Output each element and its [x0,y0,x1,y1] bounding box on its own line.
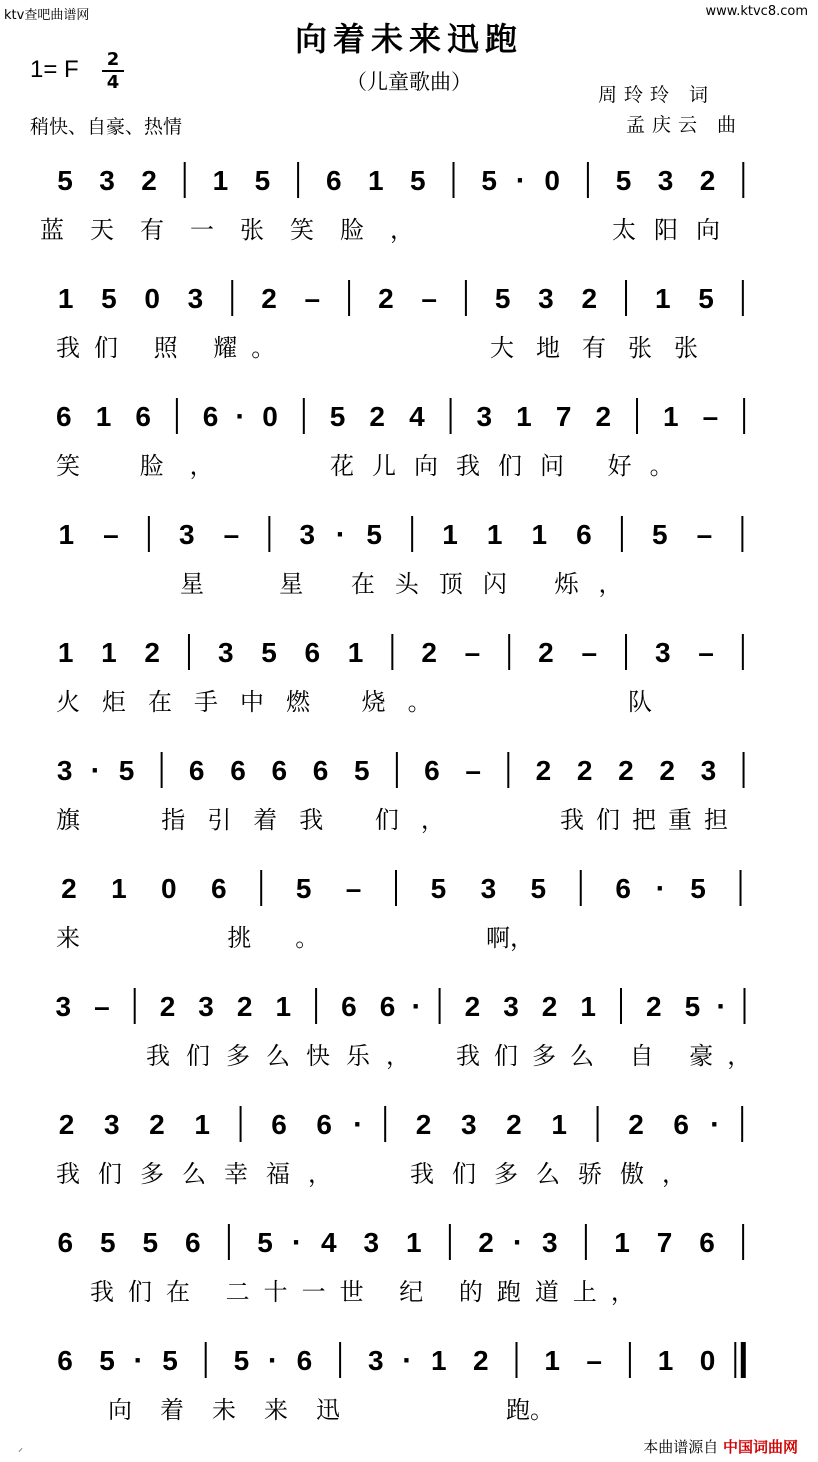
footer-site: 中国词曲网 [722,1438,798,1456]
note-digit: 0 [144,283,160,314]
watermark-left: ktv查吧曲谱网 [4,8,90,23]
notation-line [0,268,818,328]
lyric-line: 我们多么骄傲， [410,1160,704,1188]
note-digit: 1 [101,637,117,668]
note-digit: 5 [99,1345,115,1376]
extension-dash: – [586,1345,602,1376]
note-digit: 1 [58,519,75,550]
note-digit: 5 [118,755,135,786]
note-digit: 6 [326,165,342,196]
note-digit: 6 [57,1227,74,1258]
note-digit: 1 [194,1109,210,1140]
note-digit: 1 [655,283,671,314]
note-digit: 2 [506,1109,522,1140]
note-digit: 1 [551,1109,567,1140]
note-digit: 6 [135,401,151,432]
note-digit: 2 [378,283,394,314]
note-digit: 3 [179,519,195,550]
note-digit: 3 [99,165,115,196]
lyric-line: 旗 指引着我 们， [56,806,467,834]
note-digit: 6 [673,1109,689,1140]
note-digit: 5 [690,873,706,904]
time-signature-bottom: 4 [106,72,120,93]
note-digit: 2 [541,991,558,1022]
note-digit: 5 [481,165,497,196]
note-digit: 3 [368,1345,384,1376]
notation-line [0,1330,818,1390]
extension-dash: – [698,637,714,668]
augmentation-dot: · [90,754,101,787]
extension-dash: – [464,637,481,668]
lyricist-credit: 周玲玲 词 [598,84,716,106]
footer-source [643,1436,798,1457]
note-digit: 3 [187,283,204,314]
notation-line [0,150,818,210]
note-digit: 2 [628,1109,644,1140]
notation-line [0,858,818,918]
note-digit: 5 [295,873,312,904]
note-digit: 6 [341,991,357,1022]
note-digit: 2 [159,991,176,1022]
note-digit: 1 [657,1345,674,1376]
note-digit: 1 [405,1227,422,1258]
watermark-right: www.ktvc8.com [705,4,808,19]
note-digit: 6 [379,991,396,1022]
note-digit: 2 [618,755,634,786]
note-digit: 1 [111,873,127,904]
extension-dash: – [702,401,719,432]
augmentation-dot: · [335,518,346,551]
note-digit: 0 [161,873,177,904]
note-digit: 5 [99,1227,116,1258]
note-digit: 5 [615,165,632,196]
note-digit: 1 [95,401,112,432]
augmentation-dot: · [133,1344,144,1377]
augmentation-dot: · [267,1344,278,1377]
note-digit: 3 [503,991,519,1022]
note-digit: 6 [56,401,72,432]
score-system-8 [0,976,818,1106]
lyric-line: 我们 照 耀。 [56,334,290,362]
notation-line [0,1094,818,1154]
augmentation-dot: · [655,872,666,905]
lyric-line: 队 [628,688,652,716]
score-system-2 [0,268,818,398]
note-digit: 3 [299,519,316,550]
extension-dash: – [223,519,240,550]
note-digit: 6 [210,873,227,904]
extension-dash: – [581,637,598,668]
note-digit: 1 [57,283,74,314]
notation-line [0,976,818,1036]
note-digit: 5 [652,519,668,550]
composer-credit: 孟庆云 曲 [626,114,744,136]
note-digit: 6 [312,755,329,786]
note-digit: 2 [61,873,77,904]
extension-dash: – [94,991,110,1022]
key-signature: 1= F [30,56,79,83]
note-digit: 6 [57,1345,73,1376]
lyric-line: 大地有张张 [490,334,720,362]
lyric-line: 我们把重担 [560,806,740,834]
note-digit: 3 [460,1109,477,1140]
score-system-1 [0,150,818,280]
extension-dash: – [103,519,119,550]
song-subtitle: （儿童歌曲） [346,70,472,94]
score-system-9 [0,1094,818,1224]
note-digit: 2 [595,401,612,432]
note-digit: 5 [101,283,117,314]
lyric-line: 火炬在手中燃 烧。 [56,688,454,716]
score-system-7 [0,858,818,988]
note-digit: 5 [698,283,714,314]
note-digit: 1 [347,637,364,668]
score-system-4 [0,504,818,634]
note-digit: 5 [684,991,701,1022]
extension-dash: – [465,755,482,786]
note-digit: 3 [655,637,671,668]
augmentation-dot: · [512,1226,523,1259]
note-digit: 0 [262,401,278,432]
note-digit: 1 [57,637,74,668]
note-digit: 3 [55,991,72,1022]
note-digit: 1 [212,165,229,196]
note-digit: 6 [184,1227,201,1258]
note-digit: 2 [415,1109,432,1140]
note-digit: 2 [149,1109,165,1140]
note-digit: 2 [581,283,598,314]
tempo-marking: 稍快、自豪、热情 [30,116,183,138]
note-digit: 2 [659,755,675,786]
note-digit: 2 [699,165,716,196]
note-digit: 2 [464,991,481,1022]
note-digit: 5 [257,1227,273,1258]
note-digit: 5 [329,401,346,432]
lyric-line: 我们多么快乐， [146,1042,426,1070]
note-digit: 2 [576,755,593,786]
note-digit: 5 [410,165,426,196]
note-digit: 2 [236,991,253,1022]
note-digit: 5 [261,637,277,668]
note-digit: 1 [614,1227,630,1258]
note-digit: 3 [103,1109,120,1140]
extension-dash: – [345,873,362,904]
augmentation-dot: · [402,1344,413,1377]
notation-line [0,622,818,682]
note-digit: 5 [494,283,511,314]
note-digit: 6 [271,1109,287,1140]
augmentation-dot: · [353,1108,364,1141]
lyric-line: 我们多么 自 豪， [456,1042,766,1070]
note-digit: 6 [576,519,592,550]
note-digit: 3 [198,991,214,1022]
score-system-6 [0,740,818,870]
score-system-5 [0,622,818,752]
lyric-line: 我们多么幸福， [56,1160,350,1188]
note-digit: 5 [233,1345,250,1376]
note-digit: 6 [296,1345,313,1376]
score-system-10 [0,1212,818,1342]
notation-line [0,740,818,800]
note-digit: 1 [431,1345,447,1376]
footer-prefix: 本曲谱源自 [643,1438,719,1456]
note-digit: 3 [700,755,717,786]
note-digit: 7 [555,401,572,432]
time-signature [100,50,126,92]
notation-line [0,1212,818,1272]
note-digit: 2 [141,165,157,196]
note-digit: 5 [57,165,73,196]
note-digit: 2 [58,1109,75,1140]
note-digit: 1 [580,991,596,1022]
lyric-line: 太阳向 [612,216,738,244]
note-digit: 2 [538,637,554,668]
note-digit: 6 [699,1227,715,1258]
note-digit: 1 [516,401,532,432]
score-system-3 [0,386,818,516]
note-digit: 1 [442,519,458,550]
note-digit: 3 [217,637,234,668]
lyric-line: 跑。 [506,1396,554,1424]
augmentation-dot: · [291,1226,302,1259]
lyric-line: 星 星 在头顶闪 烁， [180,570,643,598]
note-digit: 2 [478,1227,494,1258]
note-digit: 2 [421,637,437,668]
note-digit: 5 [254,165,271,196]
extension-dash: – [696,519,713,550]
note-digit: 1 [544,1345,560,1376]
note-digit: 5 [354,755,370,786]
note-digit: 6 [424,755,440,786]
note-digit: 2 [369,401,385,432]
augmentation-dot: · [710,1108,721,1141]
notation-line [0,386,818,446]
note-digit: 7 [656,1227,673,1258]
augmentation-dot: · [235,400,246,433]
note-digit: 6 [230,755,246,786]
note-digit: 5 [430,873,447,904]
note-digit: 0 [699,1345,716,1376]
note-digit: 2 [646,991,662,1022]
lyric-line: 向着未来迅 [108,1396,368,1424]
augmentation-dot: · [515,164,526,197]
lyric-line: 来 挑。 [56,924,364,952]
note-digit: 3 [363,1227,380,1258]
note-digit: 6 [316,1109,332,1140]
lyric-line: 花儿向我们问 好。 [330,452,692,480]
augmentation-dot: · [411,990,422,1023]
note-digit: 2 [473,1345,489,1376]
note-digit: 1 [486,519,503,550]
extension-dash: – [304,283,321,314]
note-digit: 6 [304,637,321,668]
corner-mark: ⸝ [18,1443,23,1454]
note-digit: 1 [662,401,679,432]
note-digit: 6 [202,401,219,432]
note-digit: 3 [538,283,554,314]
note-digit: 5 [366,519,383,550]
lyric-line: 蓝天有一张笑脸， [40,216,440,244]
note-digit: 0 [544,165,560,196]
note-digit: 4 [320,1227,337,1258]
note-digit: 1 [275,991,292,1022]
augmentation-dot: · [716,990,727,1023]
time-signature-top: 2 [106,49,120,70]
note-digit: 3 [476,401,493,432]
note-digit: 1 [368,165,384,196]
note-digit: 4 [409,401,425,432]
note-digit: 3 [56,755,73,786]
note-digit: 3 [541,1227,558,1258]
song-title: 向着未来迅跑 [294,20,523,58]
note-digit: 6 [271,755,288,786]
note-digit: 5 [530,873,547,904]
note-digit: 1 [531,519,548,550]
note-digit: 6 [615,873,631,904]
note-digit: 2 [144,637,160,668]
notation-line [0,504,818,564]
lyric-line: 啊， [486,924,534,952]
note-digit: 2 [535,755,552,786]
note-digit: 5 [162,1345,178,1376]
note-digit: 5 [142,1227,159,1258]
note-digit: 2 [261,283,277,314]
note-digit: 3 [480,873,497,904]
lyric-line: 笑 脸， [56,452,240,480]
note-digit: 6 [188,755,205,786]
extension-dash: – [421,283,437,314]
lyric-line: 我们在 二十一世 纪 的跑道上， [90,1278,649,1306]
note-digit: 3 [657,165,674,196]
